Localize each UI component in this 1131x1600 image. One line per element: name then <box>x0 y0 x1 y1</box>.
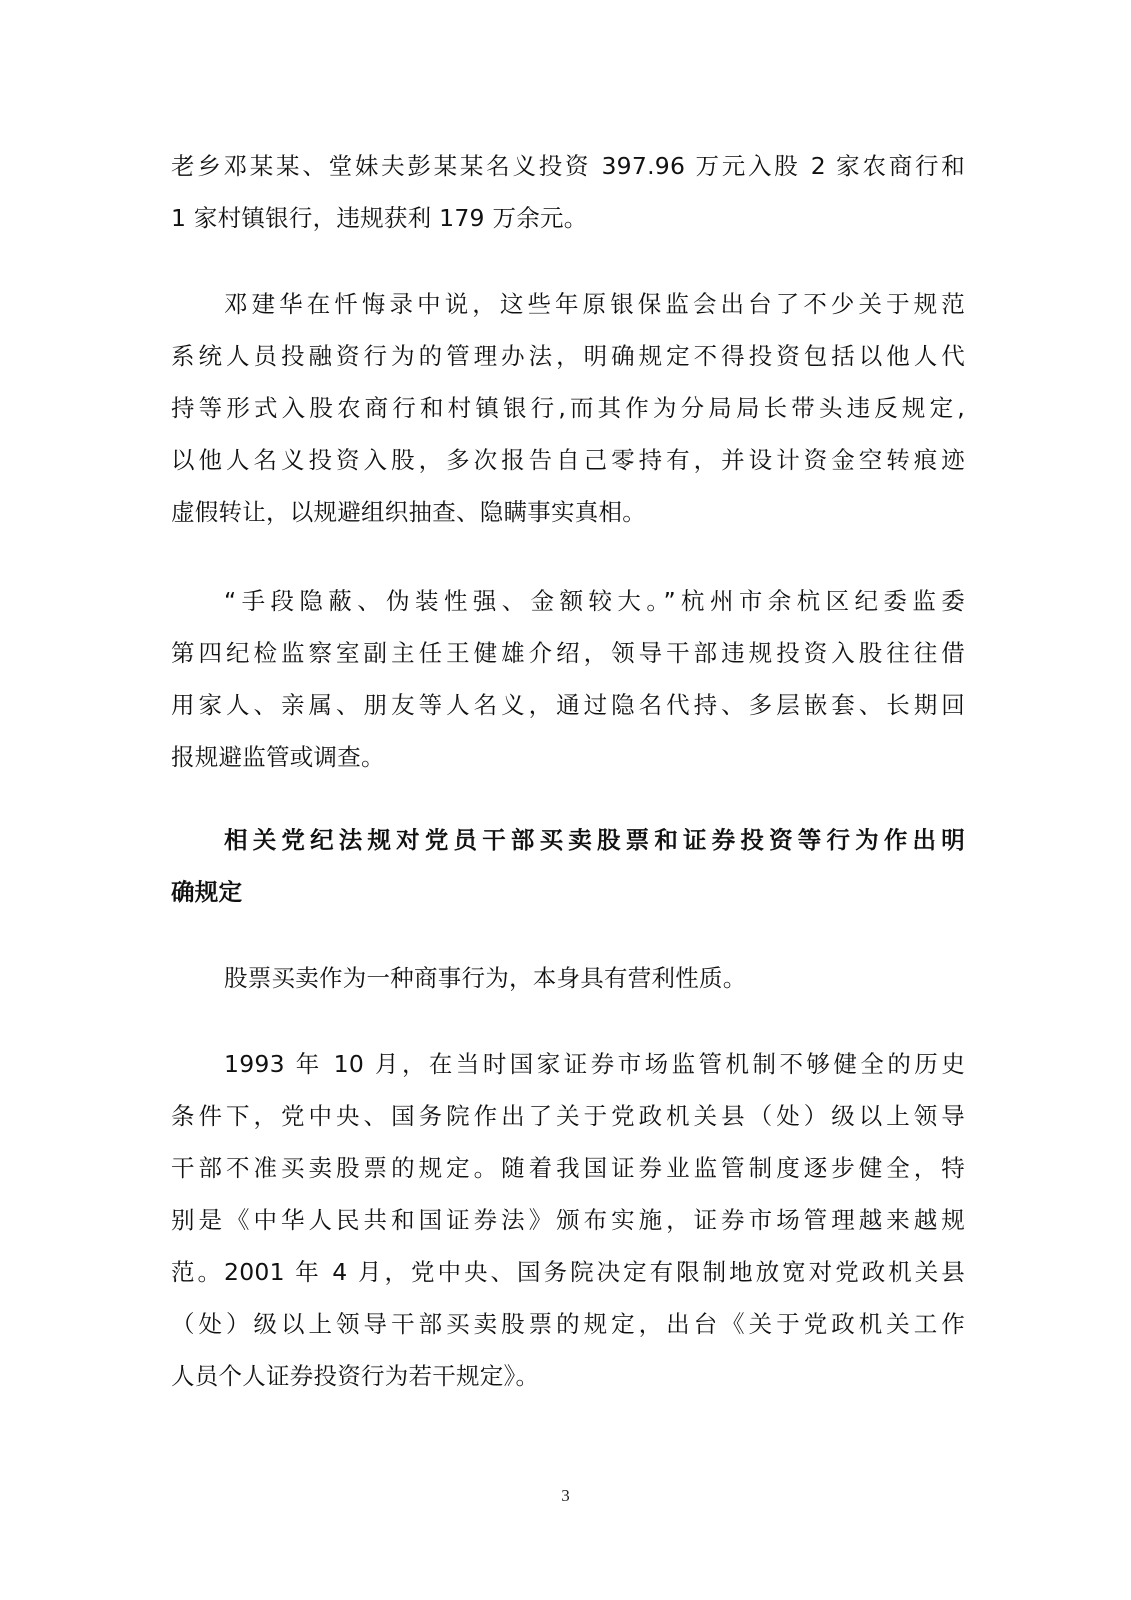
paragraph-1 <box>171 140 965 244</box>
paragraph-5-line-1: 股票买卖作为一种商事行为，本身具有营利性质。 <box>224 964 747 992</box>
paragraph-6-line-4: 别是《中华人民共和国证券法》颁布实施，证券市场管理越来越规 <box>171 1206 965 1234</box>
paragraph-1-line-2: 1 家村镇银行，违规获利 179 万余元。 <box>171 204 588 232</box>
paragraph-3-line-4: 报规避监管或调查。 <box>171 743 385 771</box>
paragraph-2 <box>171 278 965 538</box>
section-heading <box>171 814 965 918</box>
page-number: 3 <box>561 1486 570 1505</box>
paragraph-2-line-1: 邓建华在忏悔录中说，这些年原银保监会出台了不少关于规范 <box>224 290 965 318</box>
paragraph-3-line-3: 用家人、亲属、朋友等人名义，通过隐名代持、多层嵌套、长期回 <box>171 691 965 719</box>
paragraph-6-line-5: 范。2001 年 4 月，党中央、国务院决定有限制地放宽对党政机关县 <box>171 1258 965 1286</box>
paragraph-5 <box>171 952 965 1004</box>
paragraph-3-line-1: “手段隐蔽、伪装性强、金额较大。”杭州市余杭区纪委监委 <box>224 587 965 615</box>
paragraph-6-line-6: （处）级以上领导干部买卖股票的规定，出台《关于党政机关工作 <box>171 1310 965 1338</box>
paragraph-3-line-2: 第四纪检监察室副主任王健雄介绍，领导干部违规投资入股往往借 <box>171 639 965 667</box>
paragraph-2-line-4: 以他人名义投资入股，多次报告自己零持有，并设计资金空转痕迹 <box>171 446 965 474</box>
section-heading-line-1: 相关党纪法规对党员干部买卖股票和证券投资等行为作出明 <box>224 826 965 854</box>
paragraph-2-line-3: 持等形式入股农商行和村镇银行,而其作为分局局长带头违反规定, <box>171 394 965 422</box>
paragraph-6 <box>171 1038 965 1402</box>
section-heading-line-2: 确规定 <box>171 878 243 906</box>
paragraph-6-line-7: 人员个人证券投资行为若干规定》。 <box>171 1362 540 1390</box>
paragraph-1-line-1: 老乡邓某某、堂妹夫彭某某名义投资 397.96 万元入股 2 家农商行和 <box>171 152 965 180</box>
paragraph-6-line-3: 干部不准买卖股票的规定。随着我国证券业监管制度逐步健全，特 <box>171 1154 965 1182</box>
paragraph-2-line-5: 虚假转让，以规避组织抽查、隐瞒事实真相。 <box>171 498 646 526</box>
paragraph-2-line-2: 系统人员投融资行为的管理办法，明确规定不得投资包括以他人代 <box>171 342 965 370</box>
paragraph-3 <box>171 575 965 783</box>
paragraph-6-line-1: 1993 年 10 月，在当时国家证券市场监管机制不够健全的历史 <box>224 1050 965 1078</box>
paragraph-6-line-2: 条件下，党中央、国务院作出了关于党政机关县（处）级以上领导 <box>171 1102 965 1130</box>
